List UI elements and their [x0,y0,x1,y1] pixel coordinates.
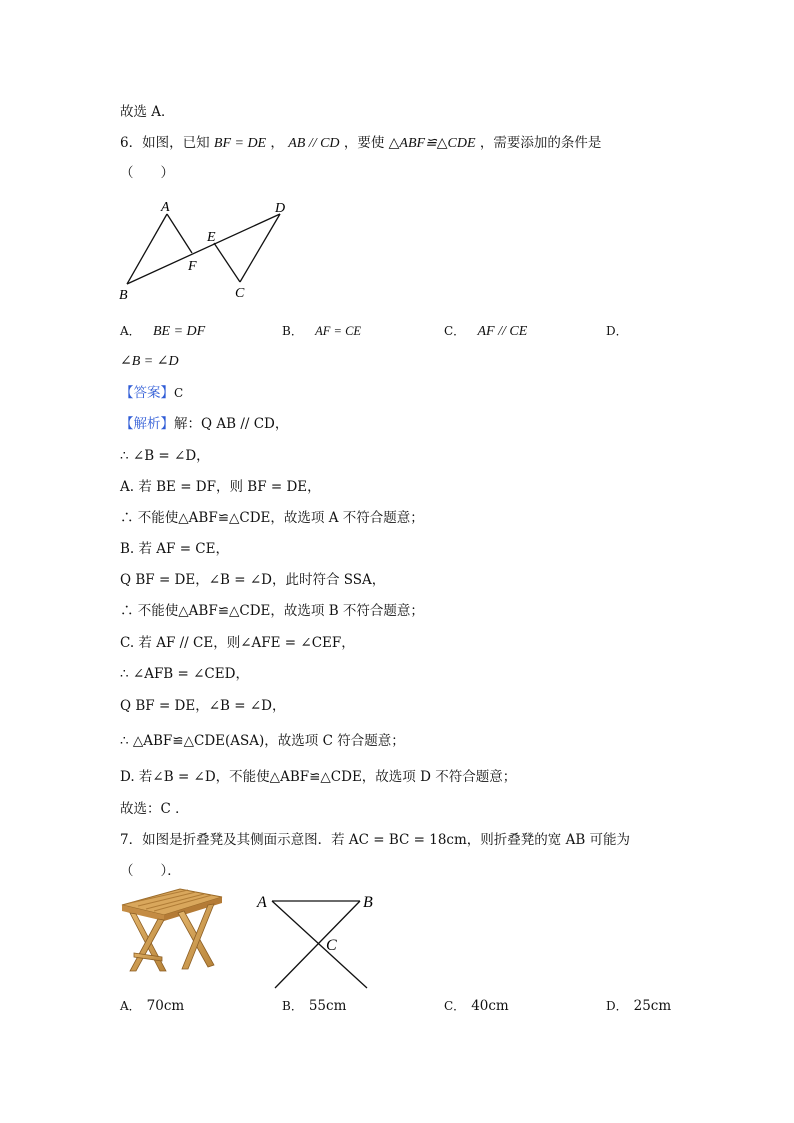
q6-analysis-line-10: Q BF = DE，∠B = ∠D， [120,698,286,714]
q7-figure [250,888,390,992]
label-d: D [275,201,286,216]
q6-cond1: BF = DE [213,136,267,151]
segment-af [167,214,192,253]
q6-paren: （ ） [120,165,174,181]
segment-bd [127,214,280,284]
label-c: C [326,937,337,954]
q6-stem-suffix: ，需要添加的条件是 [479,135,602,151]
q7-option-c[interactable]: C． 40cm [444,998,509,1014]
q6-analysis-line-13: 故选：C ． [120,801,189,817]
q6-analysis-line-9: ∴ ∠AFB = ∠CED， [120,666,249,682]
q6-option-b[interactable]: B． AF = CE [282,324,362,338]
q6-cond2: AB // CD [288,136,340,151]
answer-tag: 【答案】 [120,385,174,401]
q7-paren: （ ）． [120,863,181,879]
segment-dc [240,214,280,282]
q6-analysis-line-3: A. 若 BE = DF，则 BF = DE， [120,479,321,495]
q6-analysis-line-1: 【解析】解：Q AB // CD， [120,416,289,432]
q6-sep1: ， [270,135,284,151]
q7-option-d[interactable]: D． 25cm [606,998,672,1014]
label-c: C [235,286,245,301]
folding-stool-image [118,885,226,977]
q6-analysis-line-11: ∴ △ABF≌△CDE(ASA)，故选项 C 符合题意； [120,733,405,749]
q6-option-c[interactable]: C． AF // CE [444,324,528,339]
previous-answer-tail: 故选 A． [120,104,175,120]
q6-option-a[interactable]: A． BE = DF [120,324,206,339]
label-b: B [119,288,128,303]
q6-stem [120,133,601,154]
label-b: B [363,894,373,911]
q6-analysis-line-12: D. 若∠B = ∠D，不能使△ABF≌△CDE，故选项 D 不符合题意； [120,769,517,785]
segment-a-leg [272,901,367,988]
q6-target: △ABF≌△CDE [388,136,476,151]
segment-b-leg [275,901,360,988]
q6-option-d[interactable]: D． [606,324,628,338]
label-a: A [257,894,267,911]
analysis-tag: 【解析】 [120,416,174,432]
q7-stem: 7．如图是折叠凳及其侧面示意图．若 AC = BC = 18cm，则折叠凳的宽 AB 可能为 [120,832,631,848]
q6-answer-line [120,383,183,403]
answer-value: C [174,386,184,400]
q6-analysis-line-7: ∴ 不能使△ABF≌△CDE，故选项 B 不符合题意； [120,603,424,619]
q6-analysis-line-5: B. 若 AF = CE， [120,541,229,557]
label-f: F [188,259,197,274]
q7-option-a[interactable]: A． 70cm [120,998,185,1014]
q6-analysis-line-2: ∴ ∠B = ∠D， [120,448,210,464]
q6-analysis-line-6: Q BF = DE，∠B = ∠D，此时符合 SSA， [120,572,386,588]
label-a: A [161,200,170,215]
q7-option-b[interactable]: B． 55cm [282,998,347,1014]
q6-stem-prefix: 6．如图，已知 [120,135,210,151]
segment-ba [127,214,167,284]
q6-analysis-line-4: ∴ 不能使△ABF≌△CDE，故选项 A 不符合题意； [120,510,424,526]
q6-stem-mid: ，要使 [343,135,385,151]
q6-figure [110,196,310,306]
label-e: E [207,230,216,245]
q6-analysis-line-8: C. 若 AF // CE，则∠AFE = ∠CEF， [120,635,355,651]
q6-option-d-text: ∠B = ∠D [120,354,179,369]
segment-ce [214,243,240,282]
